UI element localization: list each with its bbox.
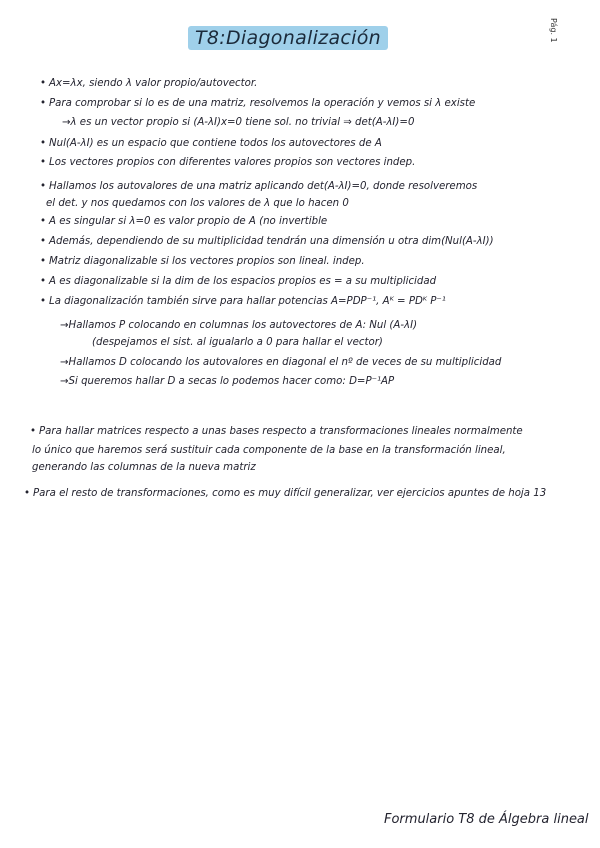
note-line: • La diagonalización también sirve para hallar potencias A=PDP⁻¹, Aᴷ = PDᴷ P⁻¹ bbox=[40, 296, 446, 307]
note-line: →Hallamos P colocando en columnas los autovectores de A: Nul (A-λI) bbox=[60, 320, 418, 331]
note-line: • Para hallar matrices respecto a unas bases respecto a transformaciones lineales normalmente bbox=[30, 426, 523, 437]
note-line: • Además, dependiendo de su multiplicidad tendrán una dimensión u otra dim(Nul(A-λI)) bbox=[40, 236, 494, 247]
note-line: →Si queremos hallar D a secas lo podemos hacer como: D=P⁻¹AP bbox=[60, 376, 395, 387]
note-line: el det. y nos quedamos con los valores de λ que lo hacen 0 bbox=[46, 198, 349, 209]
note-line: lo único que haremos será sustituir cada componente de la base en la transformación lineal, bbox=[32, 445, 506, 456]
note-line: • Ax=λx, siendo λ valor propio/autovector. bbox=[40, 78, 257, 89]
note-line: • Los vectores propios con diferentes valores propios son vectores indep. bbox=[40, 157, 415, 168]
note-line: • A es singular si λ=0 es valor propio de A (no invertible bbox=[40, 216, 327, 227]
note-line: • Nul(A-λI) es un espacio que contiene todos los autovectores de A bbox=[40, 138, 382, 149]
note-line: (despejamos el sist. al igualarlo a 0 para hallar el vector) bbox=[92, 337, 383, 348]
note-line: →Hallamos D colocando los autovalores en diagonal el nº de veces de su multiplicidad bbox=[60, 357, 502, 368]
note-line: • A es diagonalizable si la dim de los espacios propios es = a su multiplicidad bbox=[40, 276, 436, 287]
note-line: • Para comprobar si lo es de una matriz, resolvemos la operación y vemos si λ existe bbox=[40, 98, 475, 109]
note-line: generando las columnas de la nueva matriz bbox=[32, 462, 256, 473]
note-line: • Matriz diagonalizable si los vectores propios son lineal. indep. bbox=[40, 256, 365, 267]
page-number-note: Pág. 1 bbox=[549, 18, 558, 43]
note-line: • Hallamos los autovalores de una matriz aplicando det(A-λI)=0, donde resolveremos bbox=[40, 181, 477, 192]
footer-caption: Formulario T8 de Álgebra lineal bbox=[384, 812, 589, 827]
note-line: →λ es un vector propio si (A-λI)x=0 tiene sol. no trivial ⇒ det(A-λI)=0 bbox=[62, 117, 415, 128]
page-title: T8:Diagonalización bbox=[188, 26, 388, 50]
note-line: • Para el resto de transformaciones, como es muy difícil generalizar, ver ejercicios apuntes de hoja 13 bbox=[24, 488, 546, 499]
